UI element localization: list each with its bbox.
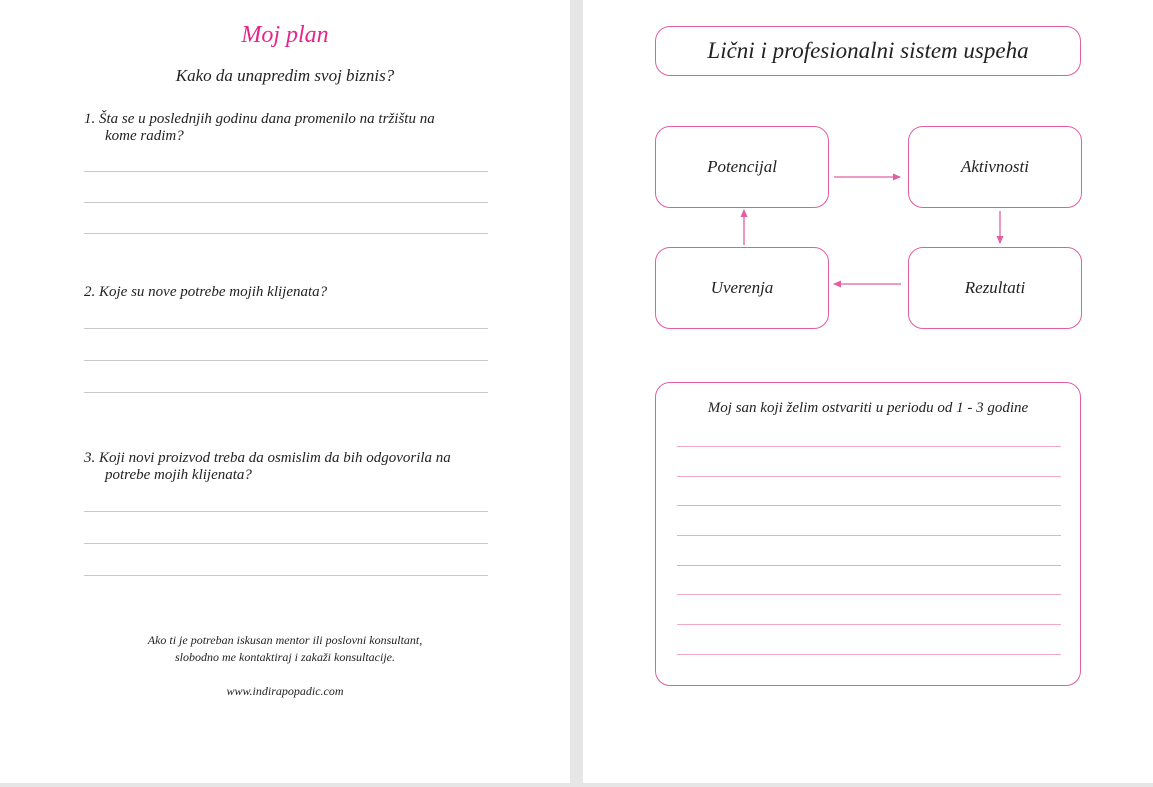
question-1-line2: kome radim? bbox=[105, 128, 184, 144]
node-aktivnosti-label: Aktivnosti bbox=[961, 157, 1029, 176]
node-potencijal-label: Potencijal bbox=[707, 157, 777, 176]
footer-line2: slobodno me kontaktiraj i zakaži konsultacije. bbox=[175, 650, 395, 664]
footer-text bbox=[0, 632, 570, 666]
dream-box bbox=[655, 382, 1081, 686]
question-2 bbox=[84, 284, 488, 301]
dream-line[interactable] bbox=[677, 654, 1061, 655]
question-3 bbox=[84, 450, 488, 484]
section-title: Lični i profesionalni sistem uspeha bbox=[707, 38, 1029, 63]
answer-line[interactable] bbox=[84, 328, 488, 329]
dream-line[interactable] bbox=[677, 624, 1061, 625]
left-page bbox=[0, 0, 570, 783]
answer-line[interactable] bbox=[84, 543, 488, 544]
question-1-line1: 1. Šta se u poslednjih godinu dana promenilo na tržištu na bbox=[84, 111, 435, 127]
website-link[interactable]: www.indirapopadic.com bbox=[226, 684, 344, 698]
answer-line[interactable] bbox=[84, 575, 488, 576]
footer-line1: Ako ti je potreban iskusan mentor ili poslovni konsultant, bbox=[147, 633, 423, 647]
question-1 bbox=[84, 111, 488, 145]
dream-line[interactable] bbox=[677, 505, 1061, 506]
node-rezultati-label: Rezultati bbox=[964, 278, 1026, 297]
dream-line[interactable] bbox=[677, 446, 1061, 447]
dream-line[interactable] bbox=[677, 565, 1061, 566]
dream-box-title: Moj san koji želim ostvariti u periodu od 1 - 3 godine bbox=[707, 400, 1029, 416]
question-3-line2: potrebe mojih klijenata? bbox=[105, 467, 252, 483]
dream-line[interactable] bbox=[677, 476, 1061, 477]
right-page bbox=[583, 0, 1153, 783]
page-title: Moj plan bbox=[241, 22, 329, 48]
answer-line[interactable] bbox=[84, 233, 488, 234]
question-2-line1: 2. Koje su nove potrebe mojih klijenata? bbox=[84, 284, 328, 300]
dream-line[interactable] bbox=[677, 594, 1061, 595]
page-subtitle: Kako da unapredim svoj biznis? bbox=[175, 66, 395, 85]
question-3-line1: 3. Koji novi proizvod treba da osmislim da bih odgovorila na bbox=[84, 450, 451, 466]
answer-line[interactable] bbox=[84, 511, 488, 512]
answer-line[interactable] bbox=[84, 171, 488, 172]
dream-line[interactable] bbox=[677, 535, 1061, 536]
answer-line[interactable] bbox=[84, 202, 488, 203]
answer-line[interactable] bbox=[84, 392, 488, 393]
node-uverenja-label: Uverenja bbox=[710, 278, 774, 297]
answer-line[interactable] bbox=[84, 360, 488, 361]
